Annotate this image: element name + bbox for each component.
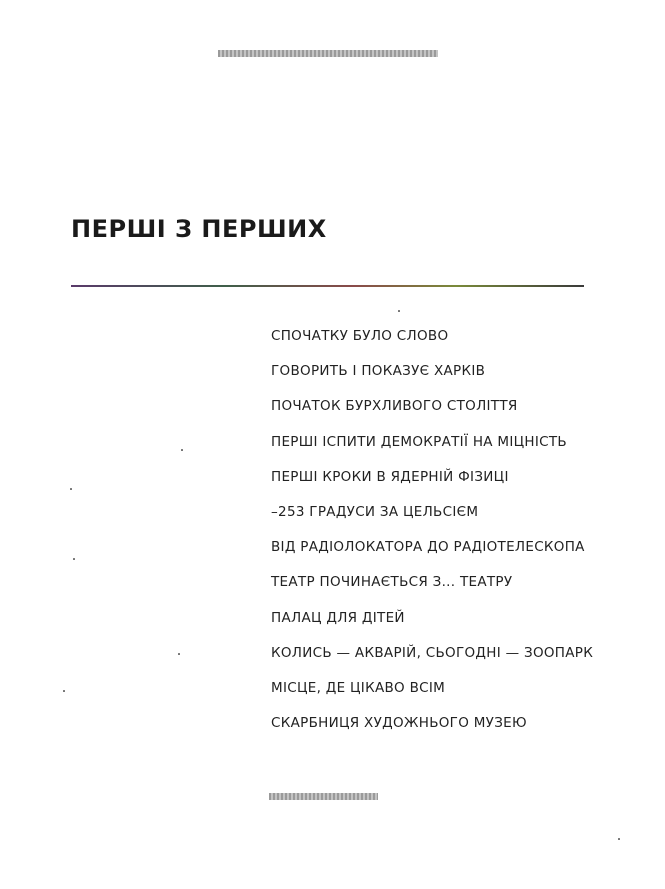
toc-item: ПЕРШІ ІСПИТИ ДЕМОКРАТІЇ НА МІЦНІСТЬ — [271, 433, 567, 450]
toc-item: МІСЦЕ, ДЕ ЦІКАВО ВСІМ — [271, 679, 446, 696]
scan-speck — [178, 653, 180, 655]
section-heading: ПЕРШІ З ПЕРШИХ — [71, 215, 327, 243]
toc-item: СКАРБНИЦЯ ХУДОЖНЬОГО МУЗЕЮ — [271, 715, 527, 732]
scan-speck — [73, 558, 75, 560]
toc-item: –253 ГРАДУСИ ЗА ЦЕЛЬСІЄМ — [271, 503, 479, 520]
toc-item: ГОВОРИТЬ І ПОКАЗУЄ ХАРКІВ — [271, 363, 486, 380]
scan-speck — [398, 310, 400, 312]
scan-speck — [63, 690, 65, 692]
toc-item: ТЕАТР ПОЧИНАЄТЬСЯ З... ТЕАТРУ — [271, 574, 513, 591]
heading-rule — [71, 285, 584, 287]
scan-speck — [618, 838, 620, 840]
scan-speck — [70, 488, 72, 490]
top-decorative-bar — [218, 50, 438, 57]
toc-item: КОЛИСЬ — АКВАРІЙ, СЬОГОДНІ — ЗООПАРК — [271, 644, 594, 661]
toc-item: СПОЧАТКУ БУЛО СЛОВО — [271, 328, 449, 344]
toc-item: ПОЧАТОК БУРХЛИВОГО СТОЛІТТЯ — [271, 398, 518, 415]
toc-item: ПАЛАЦ ДЛЯ ДІТЕЙ — [271, 609, 405, 626]
toc-item: ВІД РАДІОЛОКАТОРА ДО РАДІОТЕЛЕСКОПА — [271, 539, 585, 556]
bottom-decorative-bar — [269, 793, 378, 800]
table-of-contents — [271, 326, 593, 748]
scan-speck — [181, 449, 183, 451]
toc-item: ПЕРШІ КРОКИ В ЯДЕРНІЙ ФІЗИЦІ — [271, 468, 509, 485]
